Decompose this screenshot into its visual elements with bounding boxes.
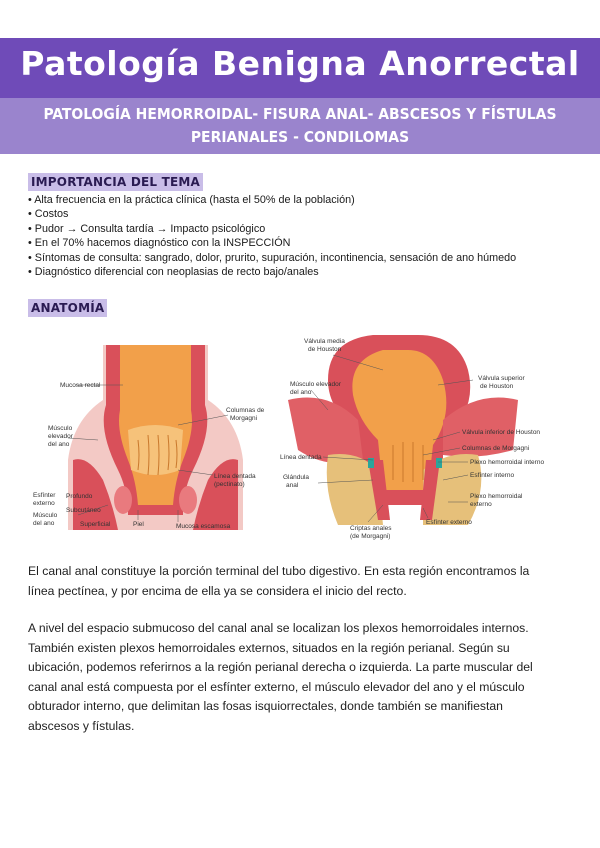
importancia-list <box>28 193 588 279</box>
title-banner <box>0 38 600 98</box>
label-plexo-externo-2: externo <box>470 501 492 508</box>
label-plexo-externo: Plexo hemorroidal <box>470 493 523 500</box>
label-musculo-elevador: Músculo <box>48 425 73 432</box>
label-musculo-ano-2: del ano <box>33 520 55 527</box>
label-columnas-2: Morgagni <box>230 415 258 422</box>
label-criptas: Criptas anales <box>350 525 392 532</box>
label-musculo-ano: Músculo <box>33 512 58 519</box>
label-esfinter-interno: Esfínter interno <box>470 472 515 479</box>
label-profundo: Profundo <box>66 493 93 500</box>
label-esfinter: Esfínter <box>33 492 56 499</box>
subtitle-banner <box>0 98 600 154</box>
label-superficial: Superficial <box>80 521 111 528</box>
list-item: • Pudor → Consulta tardía → Impacto psicológico <box>28 222 588 236</box>
label-mucosa-escamosa: Mucosa escamosa <box>176 523 231 530</box>
page-title: Patología Benigna Anorrectal <box>20 44 580 83</box>
label-columnas: Columnas de <box>226 407 265 414</box>
label-esfinter-2: externo <box>33 500 55 507</box>
paragraph: A nivel del espacio submucoso del canal anal se localizan los plexos hemorroidales internos. También existen plexos hemorroidales externos, situados en la región perianal. Según su ubicación, podemos referirnos a la región perianal derecha o izquierda. La parte muscular del canal anal está compuesta por el esfínter externo, el músculo elevador del ano y el músculo obturador interno, que delimitan las fosas isquiorrectales, donde también se manifiestan abscesos y fístulas. <box>28 621 533 733</box>
label-musculo-elevador-3: del ano <box>48 441 70 448</box>
label-musculo-elevador-r-2: del ano <box>290 389 312 396</box>
label-glandula: Glándula <box>283 474 310 481</box>
label-plexo-interno: Plexo hemorroidal interno <box>470 459 545 466</box>
list-item: • Síntomas de consulta: sangrado, dolor, prurito, supuración, incontinencia, sensación de ano húmedo <box>28 251 588 265</box>
label-valvula-media: Válvula media <box>304 338 345 345</box>
label-columnas-r: Columnas de Morgagni <box>462 445 530 452</box>
label-esfinter-externo-r: Esfínter externo <box>426 519 472 526</box>
importancia-heading: IMPORTANCIA DEL TEMA <box>28 173 203 191</box>
label-musculo-elevador-2: elevador <box>48 433 73 440</box>
list-item: • Alta frecuencia en la práctica clínica (hasta el 50% de la población) <box>28 193 588 207</box>
label-valvula-inferior: Válvula inferior de Houston <box>462 429 541 436</box>
label-subcutaneo: Subcutáneo <box>66 507 101 514</box>
label-valvula-superior: Válvula superior <box>478 375 525 382</box>
list-item: • Costos <box>28 207 588 221</box>
anatomia-heading: ANATOMÍA <box>28 299 107 317</box>
label-criptas-2: (de Morgagni) <box>350 533 391 540</box>
label-glandula-2: anal <box>286 482 299 489</box>
right-anatomy-diagram <box>280 335 544 540</box>
left-anatomy-diagram <box>33 345 265 530</box>
label-valvula-media-2: de Houston <box>308 346 342 353</box>
list-item: • Diagnóstico diferencial con neoplasias de recto bajo/anales <box>28 265 588 279</box>
anatomy-figure <box>28 330 588 545</box>
page-subtitle: PATOLOGÍA HEMORROIDAL- FISURA ANAL- ABSCESOS Y FÍSTULAS PERIANALES - CONDILOMAS <box>43 105 557 146</box>
paragraph: El canal anal constituye la porción terminal del tubo digestivo. En esta región encontramos la línea pectínea, y por encima de ella ya se considera el inicio del recto. <box>28 564 530 598</box>
label-linea-dentada: Línea dentada <box>214 473 256 480</box>
list-item: • En el 70% hacemos diagnóstico con la INSPECCIÓN <box>28 236 588 250</box>
label-linea-dentada-r: Línea dentada <box>280 454 322 461</box>
label-piel: Piel <box>133 521 144 528</box>
label-linea-dentada-2: (pectinato) <box>214 481 245 488</box>
label-musculo-elevador-r: Músculo elevador <box>290 381 341 388</box>
label-mucosa-rectal: Mucosa rectal <box>60 382 101 389</box>
label-valvula-superior-2: de Houston <box>480 383 514 390</box>
